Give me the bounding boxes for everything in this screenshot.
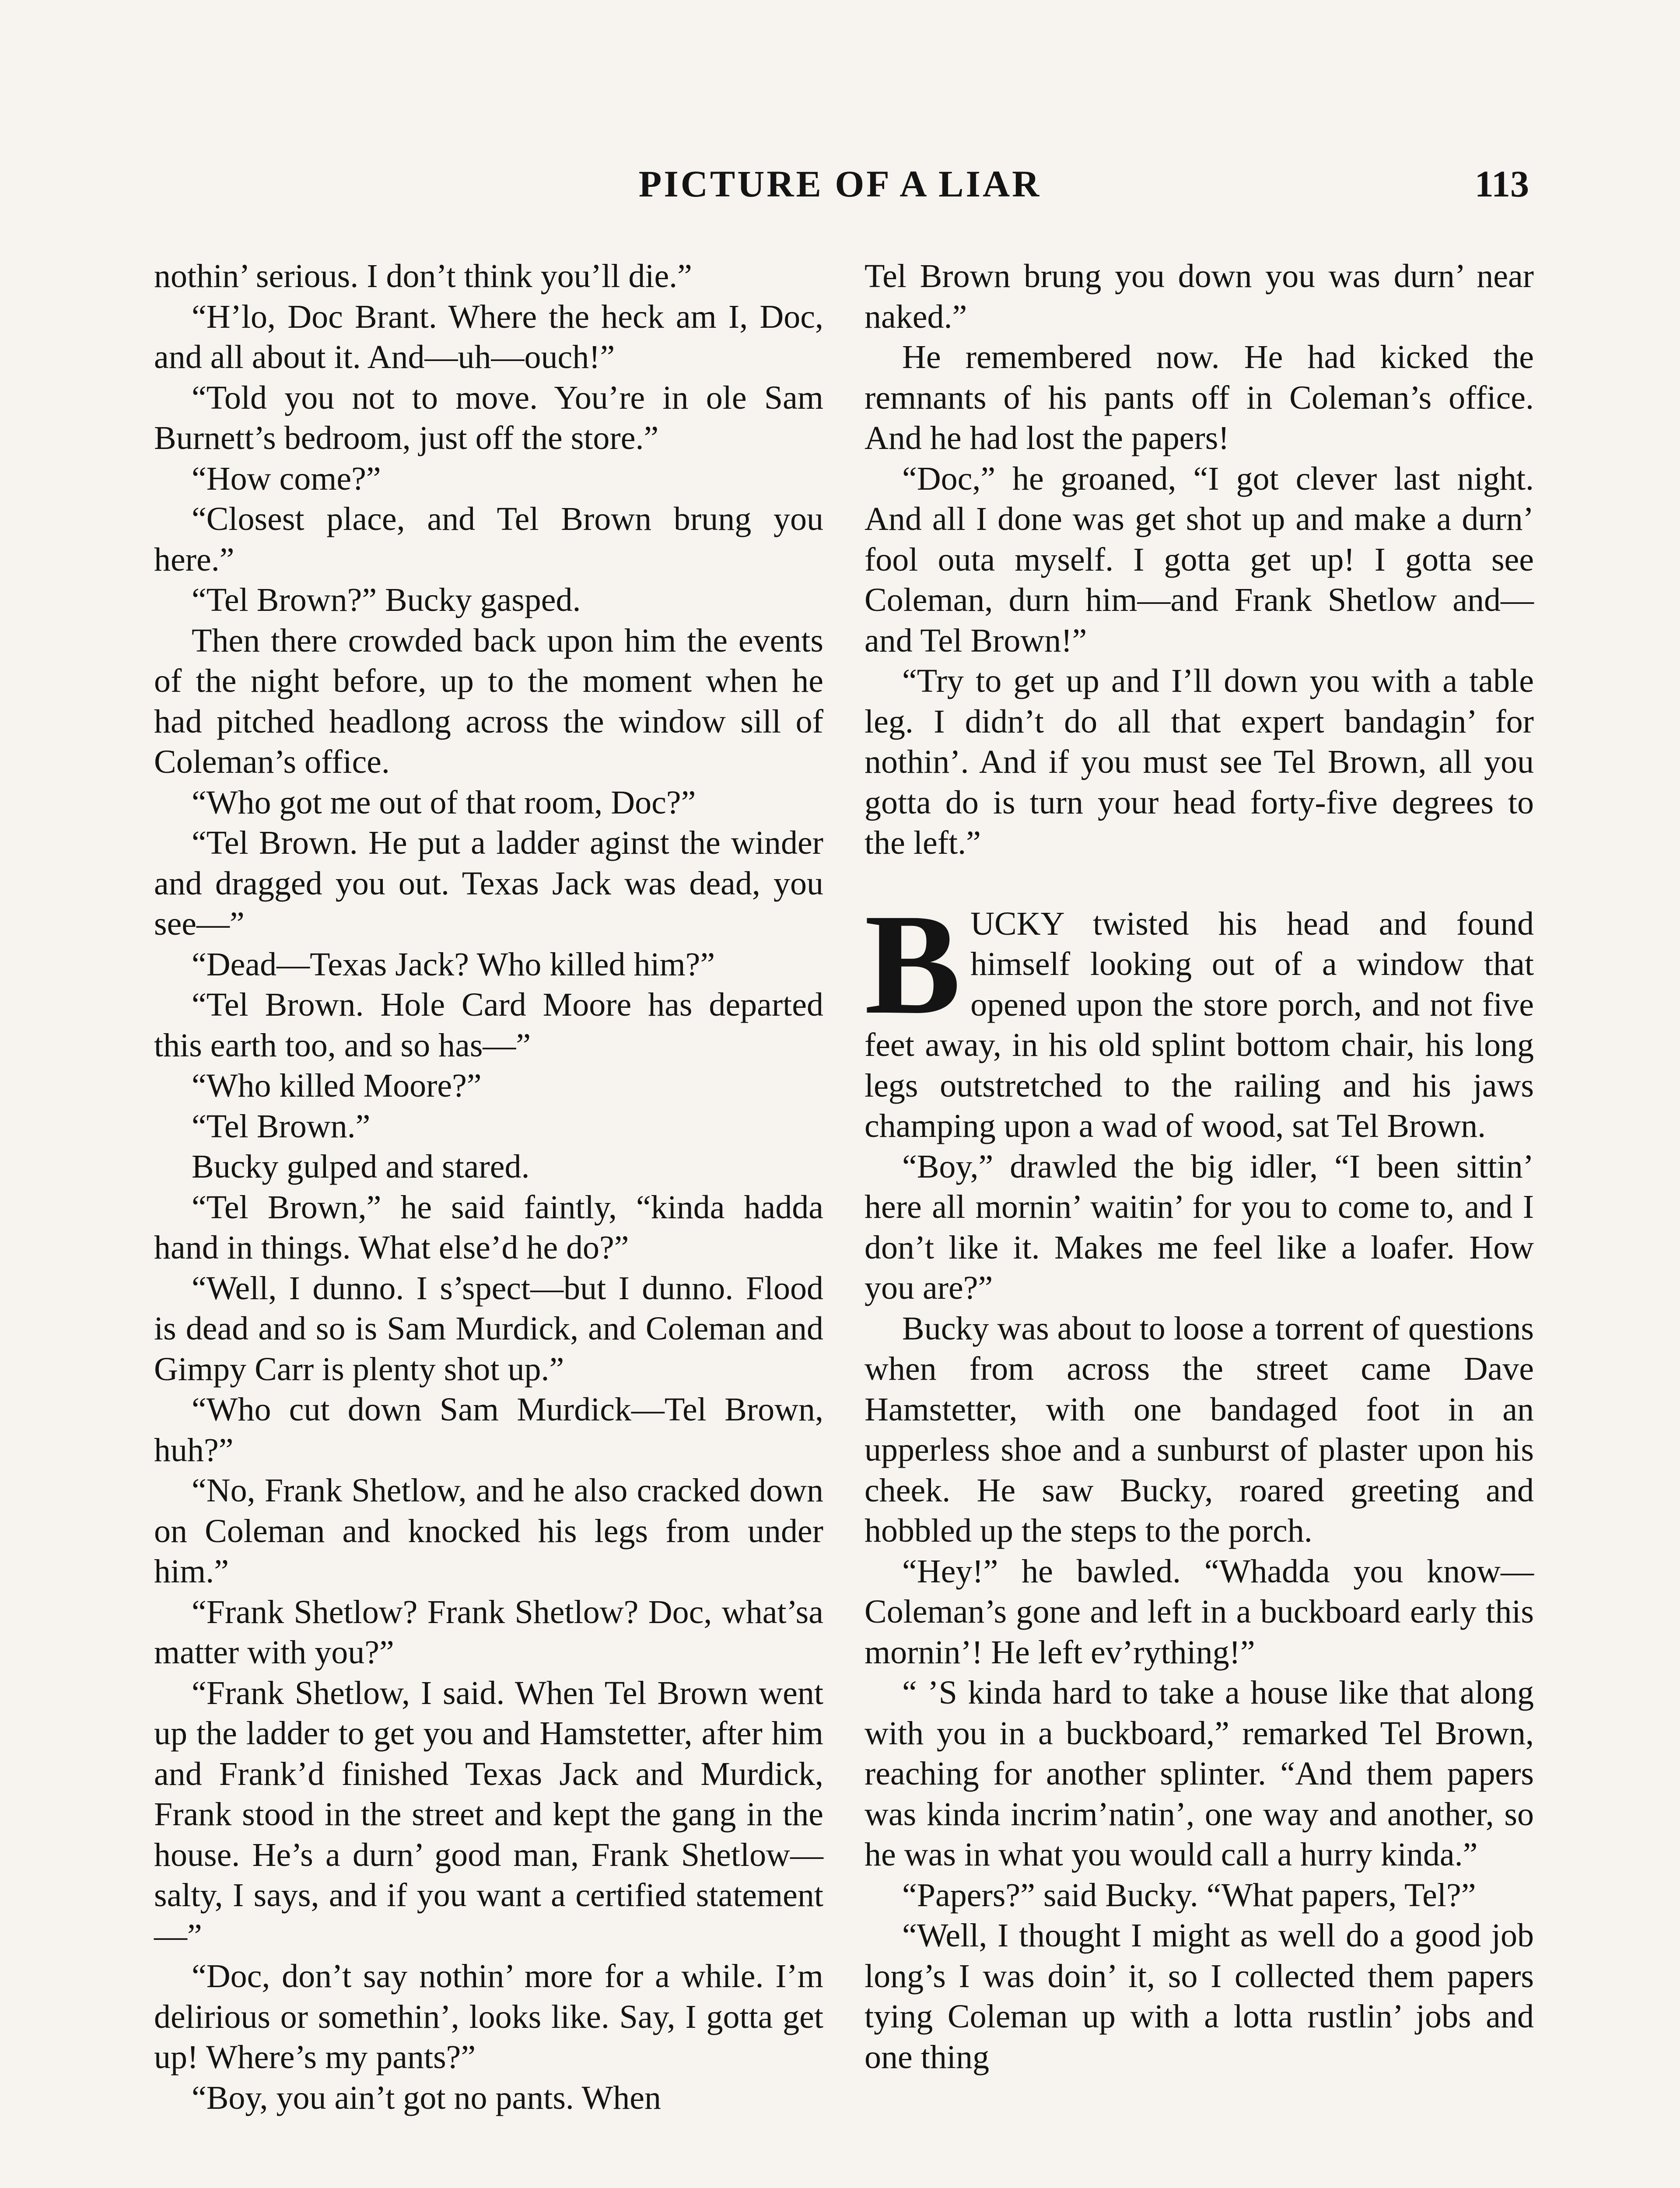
page-number: 113 <box>1474 163 1529 205</box>
paragraph: Then there crowded back upon him the events of the night before, up to the moment when he had pitched headlong across the window sill of Coleman’s office. <box>154 622 823 780</box>
paragraph: “Frank Shetlow? Frank Shetlow? Doc, what’sa matter with you?” <box>154 1593 823 1671</box>
section-opening-text: UCKY twisted his head and found himself looking out of a window that opened upon the store porch, and not five feet away, in his old splint bottom chair, his long legs outstretched to the railing and his jaws champing upon a wad of wood, sat Tel Brown. <box>864 905 1534 1144</box>
paragraph: “Boy, you ain’t got no pants. When <box>192 2079 662 2116</box>
paragraph: “Told you not to move. You’re in ole Sam Burnett’s bedroom, just off the store.” <box>154 379 823 456</box>
paragraph: “Tel Brown,” he said faintly, “kinda hadda hand in things. What else’d he do?” <box>154 1189 823 1266</box>
running-header <box>151 162 1529 214</box>
paragraph: “No, Frank Shetlow, and he also cracked down on Coleman and knocked his legs from under him.” <box>154 1472 823 1590</box>
paragraph: Bucky was about to loose a torrent of questions when from across the street came Dave Hamstetter, with one bandaged foot in an upperless shoe and a sunburst of plaster upon his cheek. He saw Bucky, roared greeting and hobbled up the steps to the porch. <box>864 1310 1534 1549</box>
paragraph: “Well, I thought I might as well do a good job long’s I was doin’ it, so I collected them papers tying Coleman up with a lotta rustlin’ jobs and one thing <box>864 1917 1534 2076</box>
paragraph: “Doc, don’t say nothin’ more for a while. I’m delirious or somethin’, looks like. Say, I gotta get up! Where’s my pants?” <box>154 1958 823 2076</box>
paragraph: “How come?” <box>192 460 381 497</box>
paragraph: “Tel Brown. Hole Card Moore has departed this earth too, and so has—” <box>154 986 823 1064</box>
paragraph: “ ’S kinda hard to take a house like that along with you in a buckboard,” remarked Tel Brown, reaching for another splinter. “And them papers was kinda incrim’natin’, one way and another, so he was in what you would call a hurry kinda.” <box>864 1674 1534 1873</box>
paragraph: “Well, I dunno. I s’spect—but I dunno. Flood is dead and so is Sam Murdick, and Coleman and Gimpy Carr is plenty shot up.” <box>154 1269 823 1388</box>
paragraph: “Doc,” he groaned, “I got clever last night. And all I done was get shot up and make a durn’ fool outa myself. I gotta get up! I gotta see Coleman, durn him—and Frank Shetlow and—and Tel Brown!” <box>864 460 1534 659</box>
left-column <box>154 256 823 2118</box>
paragraph: Tel Brown brung you down you was durn’ near naked.” <box>864 258 1534 335</box>
right-column <box>864 256 1534 2077</box>
running-title: PICTURE OF A LIAR <box>638 163 1042 205</box>
paragraph: “Boy,” drawled the big idler, “I been sittin’ here all mornin’ waitin’ for you to come to, and I don’t like it. Makes me feel like a loafer. How you are?” <box>864 1148 1534 1306</box>
paragraph: “Try to get up and I’ll down you with a table leg. I didn’t do all that expert bandagin’ for nothin’. And if you must see Tel Brown, all you gotta do is turn your head forty-five degrees to the left.” <box>864 663 1534 861</box>
paragraph: Bucky gulped and stared. <box>192 1148 530 1185</box>
paragraph: “Who got me out of that room, Doc?” <box>192 784 696 821</box>
paragraph: “Who killed Moore?” <box>192 1067 482 1104</box>
paragraph: “Frank Shetlow, I said. When Tel Brown went up the ladder to get you and Hamstetter, after him and Frank’d finished Texas Jack and Murdick, Frank stood in the street and kept the gang in the house. He’s a durn’ good man, Frank Shetlow—salty, I says, and if you want a certified statement—” <box>154 1674 823 1954</box>
paragraph: “Tel Brown. He put a ladder aginst the winder and dragged you out. Texas Jack was dead, you see—” <box>154 824 823 942</box>
right-column-top-text <box>864 256 1534 863</box>
paragraph: “Papers?” said Bucky. “What papers, Tel?” <box>902 1876 1476 1914</box>
section-opening-paragraph <box>864 884 1534 1147</box>
paragraph: “Dead—Texas Jack? Who killed him?” <box>192 946 715 983</box>
right-column-bottom-text <box>864 1147 1534 2078</box>
paragraph: “Tel Brown?” Bucky gasped. <box>192 582 581 618</box>
paragraph: He remembered now. He had kicked the remnants of his pants off in Coleman’s office. And he had lost the papers! <box>864 339 1534 456</box>
paragraph: “Hey!” he bawled. “Whadda you know—Coleman’s gone and left in a buckboard early this mornin’! He left ev’rything!” <box>864 1553 1534 1671</box>
paragraph: “Closest place, and Tel Brown brung you here.” <box>154 501 823 578</box>
paragraph: nothin’ serious. I don’t think you’ll die.” <box>154 258 692 295</box>
paragraph: “Tel Brown.” <box>192 1108 371 1145</box>
paragraph: “H’lo, Doc Brant. Where the heck am I, Doc, and all about it. And—uh—ouch!” <box>154 298 823 375</box>
drop-cap: B <box>864 884 961 1044</box>
paragraph: “Who cut down Sam Murdick—Tel Brown, huh?” <box>154 1391 823 1469</box>
